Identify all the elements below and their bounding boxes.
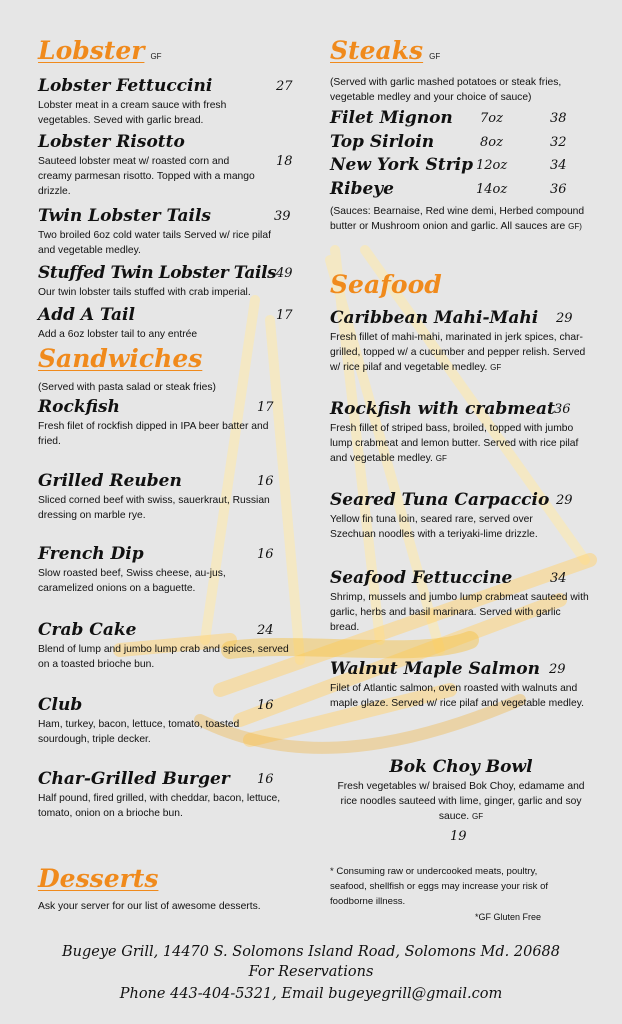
item-price: 16 [257, 547, 274, 562]
item-description: Two broiled 6oz cold water tails Served w/ rice pilaf and vegetable medley. [38, 230, 271, 256]
item-name: Top Sirloin [330, 132, 435, 152]
item-gf-tag: GF [490, 363, 502, 372]
steaks-gf-tag: GF [429, 52, 441, 61]
item-price: 19 [450, 829, 467, 844]
item-name: French Dip [38, 544, 144, 564]
item-price: 29 [549, 662, 566, 677]
item-name: Lobster Fettuccini [38, 76, 213, 96]
bok-choy-bowl [330, 757, 592, 847]
item-name: Walnut Maple Salmon [330, 659, 540, 679]
desserts-note: Ask your server for our list of awesome desserts. [38, 901, 261, 912]
desserts-heading: Desserts [38, 864, 159, 893]
item-description: Ham, turkey, bacon, lettuce, tomato, toasted sourdough, triple decker. [38, 719, 240, 745]
item-description: Yellow fin tuna loin, seared rare, served over Szechuan noodles with a teriyaki-lime drizzle. [330, 514, 538, 540]
item-name: Rockfish [38, 397, 120, 417]
item-description: Blend of lump and jumbo lump crab and spices, served on a toasted brioche bun. [38, 644, 289, 670]
item-name: Rockfish with crabmeat [330, 399, 555, 419]
seafood-heading: Seafood [330, 270, 442, 299]
item-price: 34 [550, 158, 567, 173]
item-name: Crab Cake [38, 620, 137, 640]
steak-row [330, 179, 592, 201]
item-name: Seared Tuna Carpaccio [330, 490, 550, 510]
footer-contact: Phone 443-404-5321, Email bugeyegrill@gmail.com [119, 986, 503, 1002]
item-price: 17 [276, 308, 293, 323]
lobster-heading: Lobster GF [38, 36, 162, 65]
item-name: Club [38, 695, 83, 715]
item-price: 34 [550, 571, 567, 586]
item-price: 27 [276, 79, 293, 94]
item-description: Fresh fillet of striped bass, broiled, topped with jumbo lump crabmeat and lemon butter. Served with rice pilaf and vegetable medley. GF [330, 423, 579, 464]
item-price: 49 [276, 266, 293, 281]
item-description: Fresh vegetables w/ braised Bok Choy, edamame and rice noodles sauteed with lime, ginger, garlic and soy sauce. GF [337, 781, 585, 822]
steaks-heading: Steaks GF [330, 36, 441, 65]
steaks-note: (Served with garlic mashed potatoes or steak fries, vegetable medley and your choice of sauce) [330, 77, 562, 103]
item-description: Fresh filet of rockfish dipped in IPA beer batter and fried. [38, 421, 269, 447]
item-name: Char-Grilled Burger [38, 769, 230, 789]
item-description: Filet of Atlantic salmon, oven roasted with walnuts and maple glaze. Served w/ rice pilaf and vegetable medley. [330, 683, 584, 709]
item-size: 14oz [476, 182, 508, 197]
item-gf-tag: GF [435, 454, 447, 463]
item-gf-tag: GF [472, 812, 484, 821]
item-name: Filet Mignon [330, 108, 453, 128]
item-description: Shrimp, mussels and jumbo lump crabmeat sauteed with garlic, herbs and basil marinara. Served with garlic bread. [330, 592, 589, 633]
item-size: 7oz [480, 111, 503, 126]
footer-address: Bugeye Grill, 14470 S. Solomons Island Road, Solomons Md. 20688 [62, 944, 560, 960]
steak-row [330, 155, 592, 177]
item-description: Add a 6oz lobster tail to any entrée [38, 329, 198, 340]
item-price: 16 [257, 772, 274, 787]
item-size: 8oz [480, 135, 503, 150]
steak-row [330, 108, 592, 130]
item-price: 16 [257, 474, 274, 489]
item-name: Ribeye [330, 179, 394, 199]
sauces-gf-tag: GF) [568, 222, 582, 231]
item-name: Grilled Reuben [38, 471, 182, 491]
item-name: Lobster Risotto [38, 132, 185, 152]
sandwiches-heading: Sandwiches [38, 344, 203, 373]
lobster-gf-tag: GF [150, 52, 162, 61]
item-price: 36 [550, 182, 567, 197]
item-price: 29 [556, 493, 573, 508]
item-name: Add A Tail [38, 305, 135, 325]
item-price: 32 [550, 135, 567, 150]
item-description: Fresh fillet of mahi-mahi, marinated in jerk spices, char-grilled, topped w/ a cucumber and pepper relish. Served w/ rice pilaf and vegetable medley. GF [330, 332, 586, 373]
item-name: Bok Choy Bowl [389, 757, 533, 777]
item-price: 17 [257, 400, 274, 415]
item-name: Caribbean Mahi-Mahi [330, 308, 539, 328]
item-name: Stuffed Twin Lobster Tails [38, 263, 277, 283]
item-description: Slow roasted beef, Swiss cheese, au-jus, caramelized onions on a baguette. [38, 568, 226, 594]
item-name: New York Strip [330, 155, 473, 175]
sandwiches-note: (Served with pasta salad or steak fries) [38, 382, 216, 393]
item-price: 29 [556, 311, 573, 326]
steak-row [330, 132, 592, 154]
item-size: 12oz [476, 158, 508, 173]
item-description: Lobster meat in a cream sauce with fresh vegetables. Seved with garlic bread. [38, 100, 227, 126]
raw-food-disclaimer: * Consuming raw or undercooked meats, poultry, seafood, shellfish or eggs may increase your risk of foodborne illness. [330, 866, 549, 907]
sauces-note: (Sauces: Bearnaise, Red wine demi, Herbed compound butter or Mushroom onion and garlic. All sauces are GF) [330, 206, 585, 232]
item-name: Seafood Fettuccine [330, 568, 513, 588]
item-name: Twin Lobster Tails [38, 206, 211, 226]
footer-reservations: For Reservations [248, 964, 374, 980]
item-description: Sauteed lobster meat w/ roasted corn and creamy parmesan risotto. Topped with a mango drizzle. [38, 156, 255, 197]
item-description: Half pound, fired grilled, with cheddar, bacon, lettuce, tomato, onion on a brioche bun. [38, 793, 281, 819]
gf-legend: *GF Gluten Free [475, 912, 542, 922]
item-price: 39 [274, 209, 291, 224]
item-price: 18 [276, 154, 293, 169]
item-price: 38 [550, 111, 567, 126]
item-price: 36 [554, 402, 571, 417]
item-description: Our twin lobster tails stuffed with crab imperial. [38, 287, 251, 298]
item-description: Sliced corned beef with swiss, sauerkraut, Russian dressing on marble rye. [38, 495, 270, 521]
item-price: 16 [257, 698, 274, 713]
item-price: 24 [257, 623, 274, 638]
